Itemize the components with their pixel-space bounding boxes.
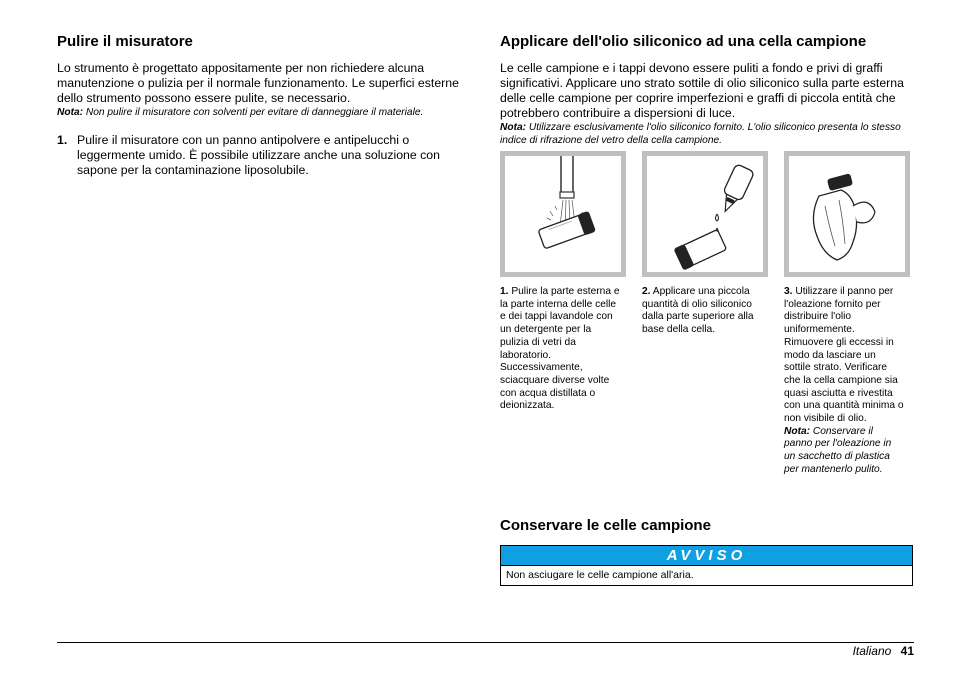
- caption-number: 2.: [642, 286, 651, 297]
- caption-number: 1.: [500, 286, 509, 297]
- footer-rule: [57, 642, 914, 643]
- silicone-paragraph: Le celle campione e i tappi devono essere puliti a fondo e privi di graffi significativi. Applicare uno strato sottile di olio siliconico sulla parte esterna delle celle campione per coprire imperfezioni e graffi di piccola entità che potrebbero contribuire a dispersioni di luce.: [500, 61, 904, 120]
- note-text: Utilizzare esclusivamente l'olio siliconico fornito. L'olio siliconico presenta lo stesso indice di rifrazione del vetro della cella campione.: [500, 122, 901, 146]
- left-column: [57, 33, 467, 178]
- figure-wash-cell: [500, 151, 626, 277]
- clean-step-1: [57, 133, 467, 178]
- caption-note: [784, 426, 904, 477]
- footer-language: Italiano: [852, 644, 892, 658]
- right-column: [500, 33, 914, 147]
- silicone-note: [500, 121, 914, 147]
- step-text: Pulire il misuratore con un panno antipolvere e antipelucchi o leggermente umido. È possibile utilizzare anche una soluzione con sapone per la contaminazione liposolubile.: [77, 133, 440, 177]
- clean-meter-note: [57, 106, 467, 119]
- storage-section: [500, 517, 914, 586]
- caption-step-3: [784, 286, 904, 477]
- cloth-illustration: [789, 156, 905, 272]
- warning-title: AVVISO: [501, 546, 912, 566]
- note-text: Non pulire il misuratore con solventi per evitare di danneggiare il materiale.: [83, 107, 424, 118]
- note-text: Conservare il panno per l'oleazione in un sacchetto di plastica per mantenerlo pulito.: [784, 425, 892, 475]
- page-footer: [853, 644, 914, 658]
- illustration-row: [500, 151, 914, 281]
- section-heading-storage: Conservare le celle campione: [500, 517, 711, 534]
- note-label: Nota:: [500, 122, 527, 133]
- caption-step-1: [500, 286, 620, 413]
- figure-apply-oil: [642, 151, 768, 277]
- figure-spread-oil: [784, 151, 910, 277]
- page-number: 41: [900, 644, 914, 658]
- warning-box: [500, 545, 913, 586]
- clean-meter-paragraph: Lo strumento è progettato appositamente per non richiedere alcuna manutenzione o pulizia per il normale funzionamento. Le superfici esterne dello strumento possono essere pulite, se necessario.: [57, 61, 459, 105]
- warning-text: Non asciugare le celle campione all'aria.: [506, 569, 694, 581]
- note-label: Nota:: [784, 425, 811, 437]
- caption-text: Utilizzare il panno per l'oleazione fornito per distribuire l'olio uniformemente. Rimuovere gli eccessi in modo da lasciare un sottile strato. Verificare che la cella campione sia quasi asciutta e rivestita con una quantità minima o non visibile di olio.: [784, 286, 904, 425]
- oil-bottle-illustration: [647, 156, 763, 272]
- note-label: Nota:: [57, 107, 84, 118]
- caption-number: 3.: [784, 286, 793, 297]
- caption-step-2: [642, 286, 762, 337]
- section-heading-clean-meter: Pulire il misuratore: [57, 33, 193, 50]
- faucet-wash-illustration: [505, 156, 621, 272]
- caption-text: Applicare una piccola quantità di olio siliconico dalla parte superiore alla base della cella.: [642, 286, 754, 336]
- section-heading-silicone-oil: Applicare dell'olio siliconico ad una cella campione: [500, 33, 867, 50]
- step-number: 1.: [57, 133, 68, 147]
- caption-text: Pulire la parte esterna e la parte interna delle celle e dei tappi lavandole con un detergente per la pulizia di vetri da laboratorio. Successivamente, sciacquare diverse volte con acqua distillata o deionizzata.: [500, 286, 620, 412]
